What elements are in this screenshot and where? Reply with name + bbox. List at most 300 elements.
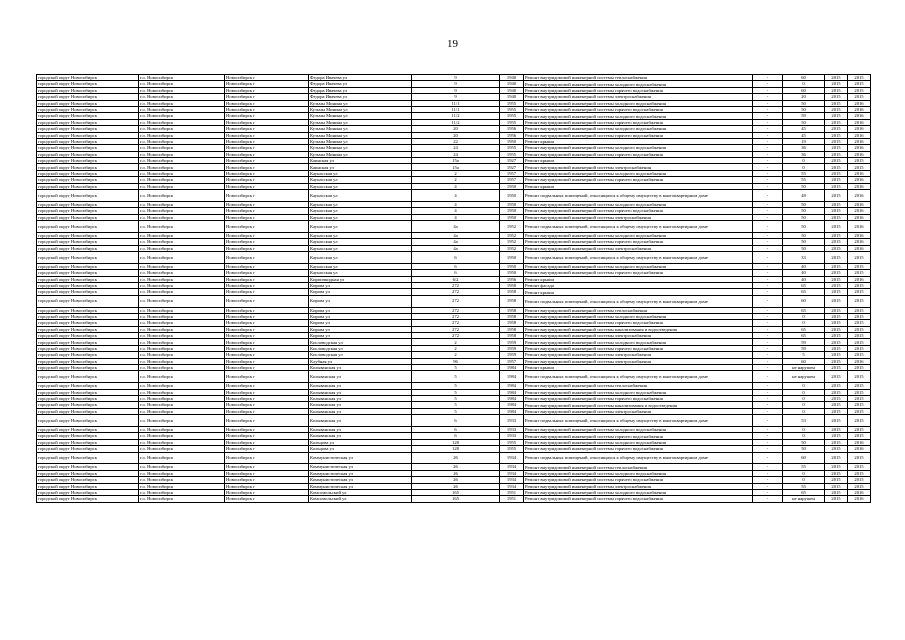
city-cell: Новосибирск г bbox=[225, 75, 309, 81]
year-cell: 1927 bbox=[500, 158, 524, 164]
house-cell: 4 bbox=[412, 183, 500, 189]
city-cell: Новосибирск г bbox=[225, 81, 309, 87]
work-type-cell: Ремонт внутридомовой инженерной системы горячего водоснабжения bbox=[524, 177, 753, 183]
wear-cell: 59 bbox=[783, 345, 825, 351]
wear-cell: 50 bbox=[783, 239, 825, 245]
house-cell: 15а bbox=[412, 164, 500, 170]
page-number: 19 bbox=[447, 38, 458, 50]
street-cell: Каунасская ул bbox=[309, 251, 412, 263]
municipality-cell: городской округ Новосибирск bbox=[37, 295, 139, 307]
wear-cell: 59 bbox=[783, 339, 825, 345]
house-cell: 272 bbox=[412, 307, 500, 313]
year-from-cell: 2015 bbox=[825, 75, 848, 81]
wear-cell: 55 bbox=[783, 177, 825, 183]
city-cell: Новосибирск г bbox=[225, 345, 309, 351]
dash-cell: - bbox=[753, 396, 783, 402]
house-cell: 11/1 bbox=[412, 106, 500, 112]
dash-cell: - bbox=[753, 307, 783, 313]
wear-cell: 65 bbox=[783, 333, 825, 339]
city-cell: Новосибирск г bbox=[225, 164, 309, 170]
work-type-cell: Ремонт крыши bbox=[524, 158, 753, 164]
year-to-cell: 2016 bbox=[848, 138, 871, 144]
work-type-cell: Ремонт внутридомовой инженерной системы горячего водоснабжения bbox=[524, 119, 753, 125]
city-cell: Новосибирск г bbox=[225, 389, 309, 395]
work-type-cell: Ремонт внутридомовой инженерной системы канализования и водоотведения bbox=[524, 402, 753, 408]
work-type-cell: Ремонт внутридомовой инженерной системы холодного водоснабжения bbox=[524, 126, 753, 132]
house-cell: 2 bbox=[412, 345, 500, 351]
year-to-cell: 2015 bbox=[848, 158, 871, 164]
year-to-cell: 2015 bbox=[848, 307, 871, 313]
year-to-cell: 2016 bbox=[848, 489, 871, 495]
wear-cell: 48 bbox=[783, 190, 825, 202]
dash-cell: - bbox=[753, 282, 783, 288]
year-to-cell: 2016 bbox=[848, 145, 871, 151]
year-to-cell: 2015 bbox=[848, 289, 871, 295]
municipality-cell: городской округ Новосибирск bbox=[37, 464, 139, 470]
dash-cell: - bbox=[753, 158, 783, 164]
dash-cell: - bbox=[753, 151, 783, 157]
municipality-cell: городской округ Новосибирск bbox=[37, 158, 139, 164]
city-cell: Новосибирск г bbox=[225, 138, 309, 144]
work-type-cell: Ремонт внутридомовой инженерной системы горячего водоснабжения bbox=[524, 345, 753, 351]
house-cell: 5 bbox=[412, 365, 500, 371]
house-cell: 9 bbox=[412, 75, 500, 81]
settlement-cell: г.о. Новосибирск bbox=[139, 151, 225, 157]
settlement-cell: г.о. Новосибирск bbox=[139, 87, 225, 93]
year-cell: 1940 bbox=[500, 75, 524, 81]
year-to-cell: 2015 bbox=[848, 282, 871, 288]
year-to-cell: 2016 bbox=[848, 100, 871, 106]
settlement-cell: г.о. Новосибирск bbox=[139, 313, 225, 319]
wear-cell: 0 bbox=[783, 313, 825, 319]
wear-cell: 60 bbox=[783, 358, 825, 364]
wear-cell: 50 bbox=[783, 245, 825, 251]
municipality-cell: городской округ Новосибирск bbox=[37, 289, 139, 295]
year-to-cell: 2015 bbox=[848, 295, 871, 307]
municipality-cell: городской округ Новосибирск bbox=[37, 263, 139, 269]
city-cell: Новосибирск г bbox=[225, 408, 309, 414]
year-from-cell: 2015 bbox=[825, 201, 848, 207]
street-cell: Федора Ивачева ул bbox=[309, 81, 412, 87]
settlement-cell: г.о. Новосибирск bbox=[139, 145, 225, 151]
wear-cell: 36 bbox=[783, 151, 825, 157]
year-cell: 1955 bbox=[500, 151, 524, 157]
street-cell: Каунасская ул bbox=[309, 245, 412, 251]
house-cell: 128 bbox=[412, 446, 500, 452]
settlement-cell: г.о. Новосибирск bbox=[139, 371, 225, 383]
municipality-cell: городской округ Новосибирск bbox=[37, 389, 139, 395]
dash-cell: - bbox=[753, 106, 783, 112]
dash-cell: - bbox=[753, 75, 783, 81]
municipality-cell: городской округ Новосибирск bbox=[37, 113, 139, 119]
year-from-cell: 2015 bbox=[825, 333, 848, 339]
settlement-cell: г.о. Новосибирск bbox=[139, 470, 225, 476]
work-type-cell: Ремонт внутридомовой инженерной системы горячего водоснабжения bbox=[524, 320, 753, 326]
settlement-cell: г.о. Новосибирск bbox=[139, 426, 225, 432]
year-cell: 1984 bbox=[500, 402, 524, 408]
year-cell: 1950 bbox=[500, 263, 524, 269]
city-cell: Новосибирск г bbox=[225, 170, 309, 176]
table-row bbox=[37, 415, 871, 427]
settlement-cell: г.о. Новосибирск bbox=[139, 106, 225, 112]
year-cell: 1950 bbox=[500, 208, 524, 214]
year-cell: 1950 bbox=[500, 183, 524, 189]
street-cell: Колыванская ул bbox=[309, 433, 412, 439]
street-cell: Кузьмы Минина ул bbox=[309, 132, 412, 138]
year-from-cell: 2015 bbox=[825, 389, 848, 395]
year-to-cell: 2015 bbox=[848, 477, 871, 483]
settlement-cell: г.о. Новосибирск bbox=[139, 214, 225, 220]
year-cell: 1955 bbox=[500, 113, 524, 119]
work-type-cell: Ремонт внутридомовой инженерной системы электроснабжения bbox=[524, 358, 753, 364]
year-from-cell: 2015 bbox=[825, 446, 848, 452]
municipality-cell: городской округ Новосибирск bbox=[37, 251, 139, 263]
street-cell: Федора Ивачева ул bbox=[309, 87, 412, 93]
wear-cell: 40 bbox=[783, 270, 825, 276]
settlement-cell: г.о. Новосибирск bbox=[139, 333, 225, 339]
year-to-cell: 2016 bbox=[848, 446, 871, 452]
city-cell: Новосибирск г bbox=[225, 313, 309, 319]
year-from-cell: 2015 bbox=[825, 426, 848, 432]
year-from-cell: 2015 bbox=[825, 464, 848, 470]
work-type-cell: Ремонт внутридомовой инженерной системы горячего водоснабжения bbox=[524, 477, 753, 483]
year-from-cell: 2015 bbox=[825, 307, 848, 313]
wear-cell: 0 bbox=[783, 433, 825, 439]
year-from-cell: 2015 bbox=[825, 214, 848, 220]
settlement-cell: г.о. Новосибирск bbox=[139, 345, 225, 351]
street-cell: Каунасская ул bbox=[309, 208, 412, 214]
year-to-cell: 2016 bbox=[848, 245, 871, 251]
year-to-cell: 2015 bbox=[848, 352, 871, 358]
municipality-cell: городской округ Новосибирск bbox=[37, 477, 139, 483]
wear-cell: 50 bbox=[783, 201, 825, 207]
settlement-cell: г.о. Новосибирск bbox=[139, 439, 225, 445]
street-cell: Кирова ул bbox=[309, 333, 412, 339]
year-cell: 1958 bbox=[500, 326, 524, 332]
settlement-cell: г.о. Новосибирск bbox=[139, 276, 225, 282]
year-from-cell: 2015 bbox=[825, 221, 848, 233]
year-from-cell: 2015 bbox=[825, 358, 848, 364]
year-cell: 1984 bbox=[500, 408, 524, 414]
dash-cell: - bbox=[753, 190, 783, 202]
year-to-cell: 2016 bbox=[848, 439, 871, 445]
settlement-cell: г.о. Новосибирск bbox=[139, 126, 225, 132]
table-row bbox=[37, 496, 871, 502]
year-from-cell: 2015 bbox=[825, 164, 848, 170]
settlement-cell: г.о. Новосибирск bbox=[139, 433, 225, 439]
table-row bbox=[37, 371, 871, 383]
year-to-cell: 2016 bbox=[848, 119, 871, 125]
year-from-cell: 2015 bbox=[825, 170, 848, 176]
year-to-cell: 2015 bbox=[848, 270, 871, 276]
wear-cell: 19 bbox=[783, 138, 825, 144]
year-from-cell: 2015 bbox=[825, 295, 848, 307]
year-cell: 1940 bbox=[500, 94, 524, 100]
work-type-cell: Ремонт крыши bbox=[524, 289, 753, 295]
city-cell: Новосибирск г bbox=[225, 151, 309, 157]
year-cell: 1984 bbox=[500, 383, 524, 389]
dash-cell: - bbox=[753, 87, 783, 93]
wear-cell: 60 bbox=[783, 452, 825, 464]
year-to-cell: 2015 bbox=[848, 345, 871, 351]
street-cell: Кирова ул bbox=[309, 295, 412, 307]
year-cell: 1950 bbox=[500, 270, 524, 276]
settlement-cell: г.о. Новосибирск bbox=[139, 263, 225, 269]
house-cell: 20 bbox=[412, 126, 500, 132]
street-cell: Кузьмы Минина ул bbox=[309, 151, 412, 157]
year-to-cell: 2015 bbox=[848, 389, 871, 395]
city-cell: Новосибирск г bbox=[225, 470, 309, 476]
city-cell: Новосибирск г bbox=[225, 426, 309, 432]
year-cell: 1984 bbox=[500, 389, 524, 395]
house-cell: 9 bbox=[412, 81, 500, 87]
street-cell: Федора Ивачева ул bbox=[309, 94, 412, 100]
work-type-cell: Ремонт внутридомовой инженерной системы горячего водоснабжения bbox=[524, 396, 753, 402]
year-to-cell: 2015 bbox=[848, 483, 871, 489]
municipality-cell: городской округ Новосибирск bbox=[37, 326, 139, 332]
year-to-cell: 2016 bbox=[848, 201, 871, 207]
work-type-cell: Ремонт подвальных помещений, относящихся к общему имуществу в многоквартирном доме bbox=[524, 190, 753, 202]
year-cell: 1950 bbox=[500, 214, 524, 220]
street-cell: Каунасская ул bbox=[309, 201, 412, 207]
year-to-cell: 2016 bbox=[848, 190, 871, 202]
dash-cell: - bbox=[753, 426, 783, 432]
house-cell: 272 bbox=[412, 282, 500, 288]
municipality-cell: городской округ Новосибирск bbox=[37, 439, 139, 445]
house-cell: 165 bbox=[412, 489, 500, 495]
municipality-cell: городской округ Новосибирск bbox=[37, 138, 139, 144]
city-cell: Новосибирск г bbox=[225, 433, 309, 439]
house-cell: 4 bbox=[412, 214, 500, 220]
year-to-cell: 2016 bbox=[848, 106, 871, 112]
dash-cell: - bbox=[753, 446, 783, 452]
year-from-cell: 2015 bbox=[825, 177, 848, 183]
dash-cell: - bbox=[753, 389, 783, 395]
settlement-cell: г.о. Новосибирск bbox=[139, 245, 225, 251]
house-cell: 165 bbox=[412, 496, 500, 502]
dash-cell: - bbox=[753, 177, 783, 183]
dash-cell: - bbox=[753, 415, 783, 427]
settlement-cell: г.о. Новосибирск bbox=[139, 396, 225, 402]
city-cell: Новосибирск г bbox=[225, 87, 309, 93]
city-cell: Новосибирск г bbox=[225, 483, 309, 489]
municipality-cell: городской округ Новосибирск bbox=[37, 333, 139, 339]
wear-cell: 50 bbox=[783, 221, 825, 233]
wear-cell: 0 bbox=[783, 477, 825, 483]
wear-cell: 55 bbox=[783, 464, 825, 470]
city-cell: Новосибирск г bbox=[225, 126, 309, 132]
year-from-cell: 2015 bbox=[825, 383, 848, 389]
house-cell: 2 bbox=[412, 339, 500, 345]
dash-cell: - bbox=[753, 263, 783, 269]
work-type-cell: Ремонт внутридомовой инженерной системы холодного водоснабжения bbox=[524, 339, 753, 345]
city-cell: Новосибирск г bbox=[225, 439, 309, 445]
street-cell: Каунасская ул bbox=[309, 270, 412, 276]
dash-cell: - bbox=[753, 221, 783, 233]
municipality-cell: городской округ Новосибирск bbox=[37, 339, 139, 345]
work-type-cell: Ремонт внутридомовой инженерной системы электроснабжения bbox=[524, 352, 753, 358]
wear-cell: 50 bbox=[783, 208, 825, 214]
year-cell: 1952 bbox=[500, 239, 524, 245]
street-cell: Коммунистическая ул bbox=[309, 464, 412, 470]
settlement-cell: г.о. Новосибирск bbox=[139, 177, 225, 183]
dash-cell: - bbox=[753, 333, 783, 339]
dash-cell: - bbox=[753, 113, 783, 119]
work-type-cell: Ремонт внутридомовой инженерной системы электроснабжения bbox=[524, 214, 753, 220]
house-cell: 5 bbox=[412, 408, 500, 414]
year-to-cell: 2015 bbox=[848, 365, 871, 371]
city-cell: Новосибирск г bbox=[225, 289, 309, 295]
settlement-cell: г.о. Новосибирск bbox=[139, 94, 225, 100]
year-cell: 1934 bbox=[500, 452, 524, 464]
settlement-cell: г.о. Новосибирск bbox=[139, 289, 225, 295]
dash-cell: - bbox=[753, 119, 783, 125]
settlement-cell: г.о. Новосибирск bbox=[139, 477, 225, 483]
year-cell: 1958 bbox=[500, 289, 524, 295]
wear-cell: 50 bbox=[783, 106, 825, 112]
house-cell: 6 bbox=[412, 263, 500, 269]
work-type-cell: Ремонт внутридомовой инженерной системы канализования и водоотведения bbox=[524, 326, 753, 332]
year-to-cell: 2016 bbox=[848, 358, 871, 364]
settlement-cell: г.о. Новосибирск bbox=[139, 383, 225, 389]
work-type-cell: Ремонт внутридомовой инженерной системы холодного водоснабжения bbox=[524, 439, 753, 445]
work-type-cell: Ремонт внутридомовой инженерной системы теплоснабжения bbox=[524, 75, 753, 81]
year-cell: 1950 bbox=[500, 251, 524, 263]
municipality-cell: городской округ Новосибирск bbox=[37, 345, 139, 351]
work-type-cell: Ремонт внутридомовой инженерной системы холодного водоснабжения bbox=[524, 145, 753, 151]
year-from-cell: 2015 bbox=[825, 106, 848, 112]
wear-cell: 50 bbox=[783, 446, 825, 452]
year-to-cell: 2015 bbox=[848, 470, 871, 476]
year-cell: 1958 bbox=[500, 307, 524, 313]
year-from-cell: 2015 bbox=[825, 396, 848, 402]
settlement-cell: г.о. Новосибирск bbox=[139, 446, 225, 452]
street-cell: Кирова ул bbox=[309, 320, 412, 326]
street-cell: Кузьмы Минина ул bbox=[309, 106, 412, 112]
street-cell: Каунасская ул bbox=[309, 183, 412, 189]
city-cell: Новосибирск г bbox=[225, 100, 309, 106]
dash-cell: - bbox=[753, 94, 783, 100]
table-row bbox=[37, 190, 871, 202]
wear-cell: 0 bbox=[783, 389, 825, 395]
work-type-cell: Ремонт внутридомовой инженерной системы холодного водоснабжения bbox=[524, 263, 753, 269]
dash-cell: - bbox=[753, 126, 783, 132]
city-cell: Новосибирск г bbox=[225, 270, 309, 276]
year-from-cell: 2015 bbox=[825, 402, 848, 408]
municipality-cell: городской округ Новосибирск bbox=[37, 100, 139, 106]
year-cell: 1959 bbox=[500, 339, 524, 345]
municipality-cell: городской округ Новосибирск bbox=[37, 87, 139, 93]
dash-cell: - bbox=[753, 477, 783, 483]
year-to-cell: 2015 bbox=[848, 94, 871, 100]
house-cell: 26 bbox=[412, 483, 500, 489]
wear-cell: 0 bbox=[783, 426, 825, 432]
municipality-cell: городской округ Новосибирск bbox=[37, 470, 139, 476]
year-to-cell: 2016 bbox=[848, 214, 871, 220]
street-cell: Каунасская ул bbox=[309, 263, 412, 269]
house-cell: 96 bbox=[412, 358, 500, 364]
house-cell: 24 bbox=[412, 145, 500, 151]
year-to-cell: 2016 bbox=[848, 183, 871, 189]
dash-cell: - bbox=[753, 345, 783, 351]
city-cell: Новосибирск г bbox=[225, 446, 309, 452]
municipality-cell: городской округ Новосибирск bbox=[37, 221, 139, 233]
year-to-cell: 2015 bbox=[848, 371, 871, 383]
year-from-cell: 2015 bbox=[825, 282, 848, 288]
house-cell: 6 bbox=[412, 415, 500, 427]
wear-cell: 55 bbox=[783, 483, 825, 489]
year-from-cell: 2015 bbox=[825, 415, 848, 427]
house-cell: 272 bbox=[412, 289, 500, 295]
street-cell: Кирова ул bbox=[309, 282, 412, 288]
street-cell: Коммунистическая ул bbox=[309, 477, 412, 483]
year-to-cell: 2015 bbox=[848, 339, 871, 345]
year-to-cell: 2016 bbox=[848, 276, 871, 282]
street-cell: Клубная ул bbox=[309, 358, 412, 364]
year-to-cell: 2016 bbox=[848, 177, 871, 183]
dash-cell: - bbox=[753, 289, 783, 295]
street-cell: Кузьмы Минина ул bbox=[309, 138, 412, 144]
municipality-cell: городской округ Новосибирск bbox=[37, 119, 139, 125]
street-cell: Коммунистическая ул bbox=[309, 483, 412, 489]
year-to-cell: 2016 bbox=[848, 113, 871, 119]
dash-cell: - bbox=[753, 365, 783, 371]
settlement-cell: г.о. Новосибирск bbox=[139, 483, 225, 489]
settlement-cell: г.о. Новосибирск bbox=[139, 113, 225, 119]
wear-cell: 0 bbox=[783, 408, 825, 414]
settlement-cell: г.о. Новосибирск bbox=[139, 339, 225, 345]
municipality-cell: городской округ Новосибирск bbox=[37, 201, 139, 207]
city-cell: Новосибирск г bbox=[225, 452, 309, 464]
settlement-cell: г.о. Новосибирск bbox=[139, 132, 225, 138]
municipality-cell: городской округ Новосибирск bbox=[37, 371, 139, 383]
year-cell: 1934 bbox=[500, 477, 524, 483]
wear-cell: 50 bbox=[783, 183, 825, 189]
dash-cell: - bbox=[753, 239, 783, 245]
municipality-cell: городской округ Новосибирск bbox=[37, 320, 139, 326]
city-cell: Новосибирск г bbox=[225, 132, 309, 138]
wear-cell: 53 bbox=[783, 415, 825, 427]
wear-cell: 65 bbox=[783, 307, 825, 313]
dash-cell: - bbox=[753, 496, 783, 502]
municipality-cell: городской округ Новосибирск bbox=[37, 426, 139, 432]
year-from-cell: 2015 bbox=[825, 183, 848, 189]
wear-cell: 0 bbox=[783, 396, 825, 402]
work-type-cell: Ремонт подвальных помещений, относящихся к общему имуществу в многоквартирном доме bbox=[524, 251, 753, 263]
year-to-cell: 2015 bbox=[848, 81, 871, 87]
year-cell: 1955 bbox=[500, 100, 524, 106]
house-cell: 2 bbox=[412, 177, 500, 183]
house-cell: 26 bbox=[412, 452, 500, 464]
year-to-cell: 2015 bbox=[848, 433, 871, 439]
work-type-cell: Ремонт внутридомовой инженерной системы холодного водоснабжения bbox=[524, 100, 753, 106]
year-cell: 1934 bbox=[500, 464, 524, 470]
house-cell: 272 bbox=[412, 295, 500, 307]
year-from-cell: 2015 bbox=[825, 208, 848, 214]
municipality-cell: городской округ Новосибирск bbox=[37, 190, 139, 202]
wear-cell: 65 bbox=[783, 326, 825, 332]
wear-cell: 50 bbox=[783, 119, 825, 125]
house-cell: 9 bbox=[412, 94, 500, 100]
street-cell: Коммунистическая ул bbox=[309, 470, 412, 476]
house-cell: 26 bbox=[412, 477, 500, 483]
year-from-cell: 2015 bbox=[825, 81, 848, 87]
house-cell: 9 bbox=[412, 87, 500, 93]
dash-cell: - bbox=[753, 326, 783, 332]
street-cell: Кирпичкидная ул bbox=[309, 276, 412, 282]
year-to-cell: 2015 bbox=[848, 87, 871, 93]
settlement-cell: г.о. Новосибирск bbox=[139, 138, 225, 144]
